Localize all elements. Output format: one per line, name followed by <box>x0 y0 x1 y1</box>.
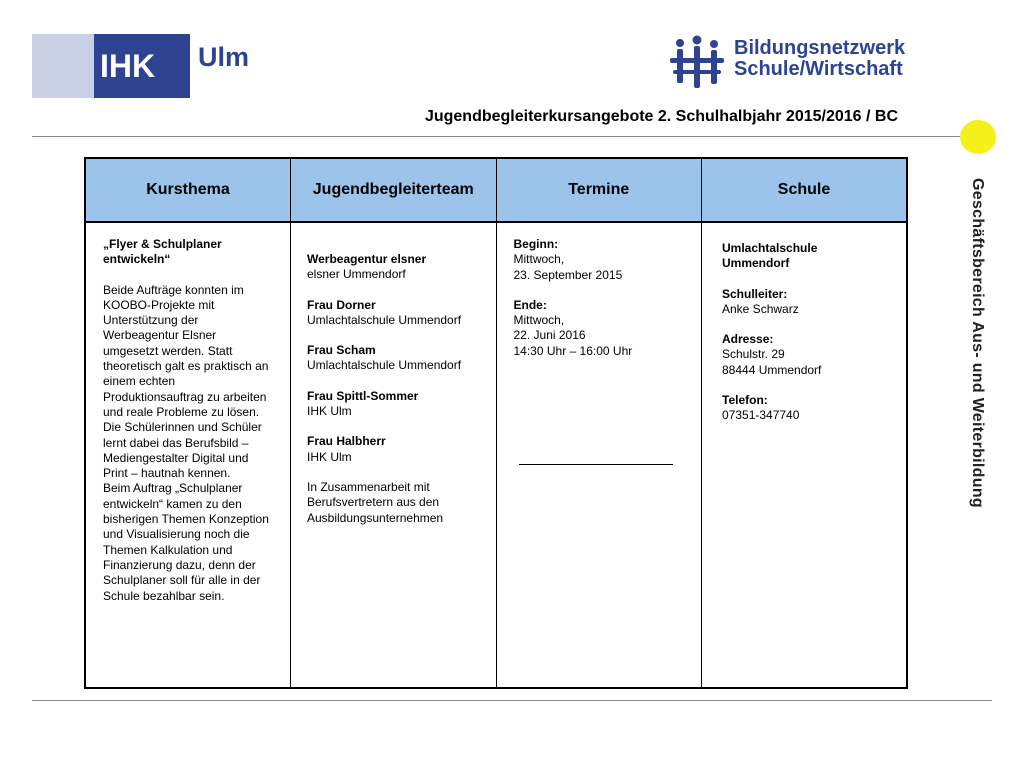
ihk-logo-city: Ulm <box>198 42 250 72</box>
team-member-org: Umlachtalschule Ummendorf <box>307 312 462 327</box>
description-line: KOOBO-Projekte mit <box>103 297 215 312</box>
team-note-line: In Zusammenarbeit mit <box>307 479 430 494</box>
bildungsnetzwerk-logo <box>668 34 908 94</box>
team-member-name: Werbeagentur elsner <box>307 252 427 266</box>
description-line: Werbeagentur Elsner <box>103 328 217 343</box>
header-kursthema: Kursthema <box>85 158 291 222</box>
end-time: 14:30 Uhr – 16:00 Uhr <box>513 343 633 358</box>
description-line: Beim Auftrag „Schulplaner <box>103 481 243 496</box>
course-table <box>84 157 908 689</box>
description-line: Produktionsauftrag zu arbeiten <box>103 389 267 404</box>
description-line: Finanzierung dazu, denn der <box>103 557 256 572</box>
team-note-line: Berufsvertretern aus den <box>307 495 440 510</box>
course-title-line1: „Flyer & Schulplaner <box>103 237 222 251</box>
network-logo-line1: Bildungsnetzwerk <box>734 37 906 59</box>
cell-kursthema <box>85 222 291 688</box>
description-line: Beide Aufträge konnten im <box>103 282 244 297</box>
address-label: Adresse: <box>722 332 774 347</box>
description-line: Themen Kalkulation und <box>103 542 233 557</box>
end-label: Ende: <box>513 297 547 312</box>
description-line: bisherigen Themen Konzeption <box>103 512 269 527</box>
start-label: Beginn: <box>513 237 559 251</box>
termine-divider <box>519 464 673 465</box>
team-member-name: Frau Halbherr <box>307 434 386 449</box>
top-divider <box>32 136 992 137</box>
team-member-org: IHK Ulm <box>307 449 352 464</box>
side-label-text: Geschäftsbereich Aus- und Weiterbildung <box>969 178 986 508</box>
end-date: 22. Juni 2016 <box>513 328 586 343</box>
team-member-name: Frau Dorner <box>307 297 376 312</box>
description-line: Mediengestalter Digital und <box>103 450 249 465</box>
description-line: Unterstützung der <box>103 313 199 328</box>
team-member-org: IHK Ulm <box>307 404 352 419</box>
description-line: einem echten <box>103 374 176 389</box>
address-street: Schulstr. 29 <box>722 347 785 362</box>
start-date: 23. September 2015 <box>513 267 623 282</box>
bottom-divider <box>32 700 992 701</box>
team-member-name: Frau Scham <box>307 343 376 358</box>
cell-schule <box>702 222 908 688</box>
table-row <box>85 222 907 688</box>
ihk-logo-band <box>32 34 94 98</box>
phone-number: 07351-347740 <box>722 408 800 423</box>
cell-termine <box>496 222 702 688</box>
description-line: lernt dabei das Berufsbild – <box>103 435 249 450</box>
description-line: Die Schülerinnen und Schüler <box>103 420 262 435</box>
header-jugendbegleiterteam: Jugendbegleiterteam <box>291 158 497 222</box>
network-logo-line2: Schule/Wirtschaft <box>734 58 903 80</box>
header-termine: Termine <box>496 158 702 222</box>
description-line: Schulplaner soll für alle in der <box>103 573 261 588</box>
description-line: entwickeln“ kamen zu den <box>103 496 242 511</box>
description-line: umgesetzt werden. Statt <box>103 343 233 358</box>
start-day: Mittwoch, <box>513 252 565 267</box>
yellow-dot-decoration <box>960 120 996 154</box>
ihk-logo-mark: IHK <box>94 34 190 98</box>
table-header-row <box>85 158 907 222</box>
team-member-org: Umlachtalschule Ummendorf <box>307 358 462 373</box>
description-line: und reale Probleme zu lösen. <box>103 404 260 419</box>
course-title-line2: entwickeln“ <box>103 252 171 267</box>
people-network-icon <box>668 34 726 92</box>
leader-name: Anke Schwarz <box>722 301 799 316</box>
team-member-org: elsner Ummendorf <box>307 267 406 282</box>
team-note-line: Ausbildungsunternehmen <box>307 510 444 525</box>
description-line: Print – hautnah kennen. <box>103 466 231 481</box>
ihk-ulm-logo <box>32 34 250 98</box>
header-schule: Schule <box>702 158 908 222</box>
description-line: theoretisch galt es praktisch an <box>103 359 269 374</box>
school-name-line1: Umlachtalschule <box>722 241 818 255</box>
leader-label: Schulleiter: <box>722 286 788 301</box>
description-line: Schule bezahlbar sein. <box>103 588 225 603</box>
page-title: Jugendbegleiterkursangebote 2. Schulhalbjahr 2015/2016 / BC <box>424 108 898 125</box>
team-member-name: Frau Spittl-Sommer <box>307 388 419 403</box>
address-city: 88444 Ummendorf <box>722 362 822 377</box>
cell-team <box>291 222 497 688</box>
course-description <box>103 283 278 604</box>
school-name-line2: Ummendorf <box>722 256 790 271</box>
description-line: und Visualisierung noch die <box>103 527 250 542</box>
end-day: Mittwoch, <box>513 313 565 328</box>
phone-label: Telefon: <box>722 393 768 408</box>
side-label <box>968 178 988 548</box>
network-logo-text <box>734 38 905 80</box>
